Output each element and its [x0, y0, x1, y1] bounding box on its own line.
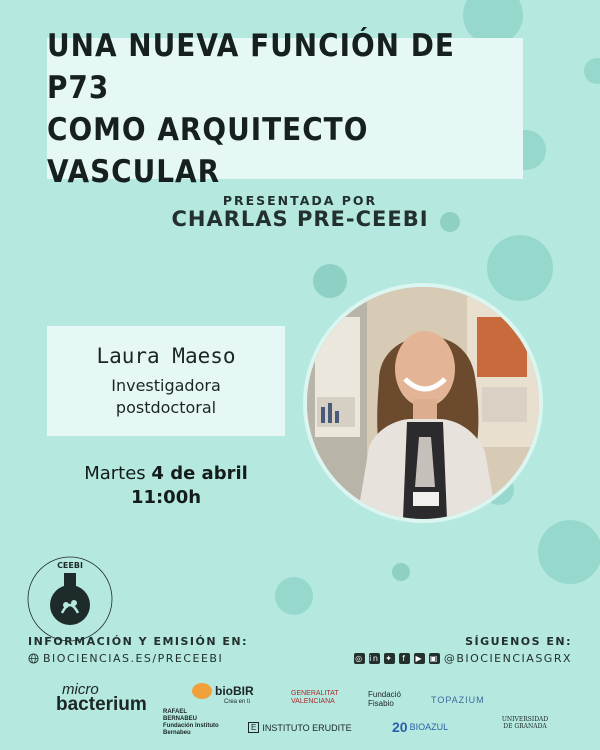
follow-handle-row [354, 652, 572, 665]
erudite-text: INSTITUTO ERUDITE [262, 722, 352, 733]
biobir-icon [192, 683, 212, 699]
speaker-card [47, 326, 285, 436]
sponsor-logos [0, 675, 600, 750]
instagram-icon[interactable]: ◎ [355, 654, 364, 663]
microbacterium-top: micro [62, 681, 99, 698]
decorative-bubble [520, 130, 546, 170]
svg-text:CEEBI: CEEBI [57, 561, 83, 570]
ceebi-seal [26, 555, 114, 643]
speaker-role [47, 375, 285, 419]
microbacterium-bottom: bacterium [56, 694, 147, 715]
event-datetime [47, 462, 285, 510]
bioazul-logo [392, 719, 448, 735]
event-time-value: 11:00h [130, 487, 202, 508]
linkedin-icon[interactable]: in [369, 654, 380, 663]
erudite-icon: E [248, 722, 259, 733]
follow-handle[interactable]: @BIOCIENCIASGRX [443, 652, 572, 665]
ceebi-logo [26, 555, 114, 643]
globe-icon [28, 653, 39, 664]
bioazul-text: BIOAZUL [409, 722, 449, 732]
info-title: INFORMACIÓN Y EMISIÓN EN: [28, 635, 249, 648]
decorative-bubble [275, 577, 313, 615]
speaker-role-line-2: postdoctoral [115, 398, 217, 417]
info-link-text[interactable]: BIOCIENCIAS.ES/PRECEEBI [43, 652, 224, 665]
twitch-icon[interactable]: ▣ [429, 654, 439, 663]
event-date-value: 4 de abril [151, 463, 248, 484]
granada-logo: UNIVERSIDAD DE GRANADA [501, 716, 549, 730]
speaker-role-line-1: Investigadora [111, 376, 221, 395]
decorative-bubble [538, 520, 600, 584]
fisabio-logo: Fundació Fisabio [368, 690, 401, 708]
facebook-icon[interactable]: f [399, 653, 410, 664]
info-section [28, 635, 248, 665]
follow-section [354, 635, 572, 665]
generalitat-logo: GENERALITAT VALENCIANA [291, 690, 339, 705]
title-box [47, 27, 523, 190]
decorative-bubble [487, 235, 553, 301]
event-weekday: Martes [84, 463, 146, 484]
microbacterium-logo [56, 681, 147, 716]
event-date [47, 462, 285, 486]
info-link[interactable] [28, 652, 248, 665]
erudite-logo [248, 722, 352, 733]
biobir-text: bioBIR [215, 684, 254, 698]
twitter-icon[interactable]: ✦ [385, 654, 394, 663]
bioazul-number: 20 [392, 719, 408, 735]
biobir-logo [192, 683, 254, 699]
presented-by-label: PRESENTADA POR [222, 193, 378, 208]
bernabeu-logo: RAFAEL BERNABEU Fundación Instituto Bernabeu [163, 709, 219, 736]
decorative-bubble [392, 563, 410, 581]
biobir-tagline: Crea en ti [224, 699, 251, 705]
title-line-1: UNA NUEVA FUNCIÓN DE P73 [47, 27, 455, 106]
speaker-photo [303, 283, 543, 523]
speaker-name: Laura Maeso [96, 344, 236, 368]
decorative-bubble [313, 264, 347, 298]
youtube-icon[interactable]: ▶ [415, 654, 424, 663]
follow-title: SÍGUENOS EN: [465, 635, 572, 648]
speaker-photo-illustration [307, 287, 539, 519]
decorative-bubble [584, 58, 600, 84]
organizer-name: CHARLAS PRE-CEEBI [171, 207, 429, 231]
title-line-2: COMO ARQUITECTO VASCULAR [47, 111, 369, 190]
event-time [47, 486, 285, 510]
topazium-logo: TOPAZIUM [431, 695, 485, 705]
